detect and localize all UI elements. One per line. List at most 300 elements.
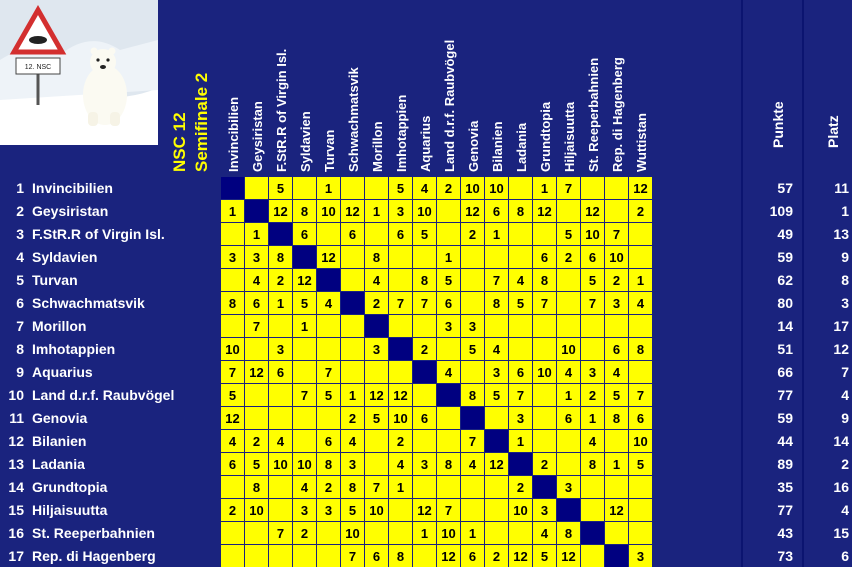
diagonal-cell [365, 315, 388, 337]
score-cell: 10 [221, 338, 244, 360]
score-cell [557, 292, 580, 314]
svg-text:12. NSC: 12. NSC [24, 64, 52, 71]
score-cell: 2 [221, 499, 244, 521]
score-cell [389, 522, 412, 544]
score-cell: 3 [413, 453, 436, 475]
column-header: Ladania [514, 122, 529, 172]
row-country-name: Invincibilien [32, 180, 113, 196]
row-country-name: Genovia [32, 410, 88, 426]
score-cell: 6 [245, 292, 268, 314]
diagonal-cell [437, 384, 460, 406]
row-number: 17 [8, 548, 24, 564]
score-cell: 7 [509, 384, 532, 406]
score-cell [269, 407, 292, 429]
score-cell: 3 [557, 476, 580, 498]
score-cell: 3 [485, 361, 508, 383]
score-cell: 3 [365, 338, 388, 360]
row-country-name: Land d.r.f. Raubvögel [32, 387, 175, 403]
score-cell: 8 [341, 476, 364, 498]
score-cell: 7 [269, 522, 292, 544]
column-header: Genovia [466, 120, 481, 172]
score-cell: 1 [317, 177, 340, 199]
score-cell: 2 [485, 545, 508, 567]
score-cell: 2 [317, 476, 340, 498]
score-cell [533, 407, 556, 429]
score-cell: 3 [245, 246, 268, 268]
score-cell [341, 315, 364, 337]
diagonal-cell [509, 453, 532, 475]
score-cell [581, 499, 604, 521]
score-cell: 5 [269, 177, 292, 199]
score-cell: 6 [557, 407, 580, 429]
score-cell: 2 [461, 223, 484, 245]
score-cell [605, 522, 628, 544]
score-cell: 10 [509, 499, 532, 521]
score-cell: 3 [629, 545, 652, 567]
title-line-2: Semifinale 2 [192, 72, 211, 172]
column-header: Grundtopia [538, 101, 553, 172]
diagonal-cell [221, 177, 244, 199]
score-cell: 4 [317, 292, 340, 314]
score-cell: 6 [581, 246, 604, 268]
score-cell [437, 430, 460, 452]
column-header: Hiljaisuutta [562, 101, 577, 172]
score-cell: 8 [581, 453, 604, 475]
score-cell: 12 [629, 177, 652, 199]
score-cell: 1 [581, 407, 604, 429]
score-cell [437, 223, 460, 245]
score-cell: 10 [341, 522, 364, 544]
diagonal-cell [293, 246, 316, 268]
platz-value: 8 [841, 272, 849, 288]
score-cell: 3 [581, 361, 604, 383]
score-cell [605, 430, 628, 452]
score-cell [413, 384, 436, 406]
score-cell: 7 [557, 177, 580, 199]
score-cell [317, 545, 340, 567]
score-cell [605, 177, 628, 199]
score-cell: 10 [317, 200, 340, 222]
score-cell: 4 [221, 430, 244, 452]
score-cell [293, 430, 316, 452]
score-cell [461, 499, 484, 521]
score-cell [341, 361, 364, 383]
score-cell [485, 476, 508, 498]
score-cell: 10 [605, 246, 628, 268]
row-number: 11 [9, 410, 24, 426]
score-cell: 4 [365, 269, 388, 291]
score-cell: 5 [341, 499, 364, 521]
punkte-value: 49 [777, 226, 793, 242]
score-cell: 4 [245, 269, 268, 291]
score-cell [317, 223, 340, 245]
score-cell [629, 246, 652, 268]
platz-value: 3 [841, 295, 849, 311]
score-cell [485, 407, 508, 429]
row-number: 8 [16, 341, 24, 357]
score-cell [509, 223, 532, 245]
score-cell [389, 269, 412, 291]
score-cell: 5 [629, 453, 652, 475]
platz-value: 12 [833, 341, 849, 357]
row-number: 2 [16, 203, 24, 219]
score-cell: 6 [413, 407, 436, 429]
diagonal-cell [389, 338, 412, 360]
score-cell [245, 545, 268, 567]
score-cell: 7 [365, 476, 388, 498]
score-cell: 8 [269, 246, 292, 268]
score-cell [557, 453, 580, 475]
row-number: 3 [16, 226, 24, 242]
score-cell: 12 [245, 361, 268, 383]
row-number: 15 [8, 502, 24, 518]
punkte-value: 59 [777, 410, 793, 426]
column-header: Imhotappien [394, 94, 409, 172]
score-cell [317, 522, 340, 544]
title-line-1: NSC 12 [170, 112, 189, 172]
diagonal-cell [557, 499, 580, 521]
column-header: Wuttistan [634, 113, 649, 172]
score-cell [413, 430, 436, 452]
score-cell: 12 [413, 499, 436, 521]
score-cell: 10 [557, 338, 580, 360]
column-header: St. Reeperbahnien [586, 57, 601, 172]
score-cell: 4 [269, 430, 292, 452]
score-cell [293, 177, 316, 199]
score-cell: 10 [269, 453, 292, 475]
row-country-name: F.StR.R of Virgin Isl. [32, 226, 165, 242]
score-cell [581, 476, 604, 498]
score-cell [413, 476, 436, 498]
score-cell [533, 384, 556, 406]
score-cell: 1 [533, 177, 556, 199]
score-cell [365, 522, 388, 544]
score-cell: 8 [293, 200, 316, 222]
row-country-name: Imhotappien [32, 341, 116, 357]
score-cell [509, 522, 532, 544]
platz-value: 11 [834, 180, 849, 196]
score-cell: 10 [629, 430, 652, 452]
score-cell: 8 [533, 269, 556, 291]
score-cell [269, 315, 292, 337]
score-cell: 12 [557, 545, 580, 567]
score-cell [293, 361, 316, 383]
score-cell [533, 315, 556, 337]
row-number: 5 [16, 272, 24, 288]
score-cell: 1 [509, 430, 532, 452]
punkte-value: 66 [777, 364, 793, 380]
row-number: 7 [16, 318, 24, 334]
diagonal-cell [461, 407, 484, 429]
score-cell [581, 545, 604, 567]
score-cell [365, 430, 388, 452]
score-cell: 10 [533, 361, 556, 383]
punkte-value: 80 [777, 295, 793, 311]
score-cell [245, 338, 268, 360]
score-cell: 3 [221, 246, 244, 268]
punkte-value: 89 [777, 456, 793, 472]
score-cell [221, 315, 244, 337]
score-cell: 4 [605, 361, 628, 383]
score-cell [269, 476, 292, 498]
score-cell: 4 [557, 361, 580, 383]
score-cell [221, 545, 244, 567]
punkte-value: 73 [777, 548, 793, 564]
score-cell: 5 [557, 223, 580, 245]
diagonal-cell [341, 292, 364, 314]
score-cell: 12 [293, 269, 316, 291]
platz-value: 6 [841, 548, 849, 564]
platz-value: 15 [833, 525, 849, 541]
score-cell: 3 [293, 499, 316, 521]
score-cell [605, 315, 628, 337]
score-cell: 7 [413, 292, 436, 314]
column-divider [802, 0, 804, 567]
score-cell: 10 [245, 499, 268, 521]
punkte-value: 43 [777, 525, 793, 541]
diagonal-cell [245, 200, 268, 222]
score-cell [485, 522, 508, 544]
score-cell [365, 223, 388, 245]
score-cell: 5 [245, 453, 268, 475]
score-cell: 1 [437, 246, 460, 268]
score-cell: 10 [413, 200, 436, 222]
score-cell: 5 [293, 292, 316, 314]
column-header: F.StR.R of Virgin Isl. [274, 48, 289, 172]
column-header: Schwachmatsvik [346, 67, 361, 172]
score-cell: 4 [341, 430, 364, 452]
score-cell [461, 246, 484, 268]
score-cell: 2 [269, 269, 292, 291]
score-cell [485, 499, 508, 521]
score-cell: 2 [413, 338, 436, 360]
row-number: 13 [8, 456, 24, 472]
row-number: 10 [8, 387, 24, 403]
score-cell: 5 [485, 384, 508, 406]
score-cell [341, 177, 364, 199]
score-cell: 3 [317, 499, 340, 521]
score-cell: 8 [221, 292, 244, 314]
row-number: 14 [8, 479, 24, 495]
column-header: Turvan [322, 129, 337, 172]
score-cell [581, 315, 604, 337]
score-cell: 4 [413, 177, 436, 199]
score-cell: 4 [437, 361, 460, 383]
score-cell: 5 [317, 384, 340, 406]
score-cell: 4 [509, 269, 532, 291]
score-cell [509, 338, 532, 360]
score-cell [269, 384, 292, 406]
score-cell [557, 430, 580, 452]
score-cell: 2 [437, 177, 460, 199]
score-cell [389, 246, 412, 268]
score-cell: 5 [365, 407, 388, 429]
column-header: Land d.r.f. Raubvögel [442, 39, 457, 172]
score-cell: 1 [269, 292, 292, 314]
score-cell [269, 545, 292, 567]
score-cell: 2 [389, 430, 412, 452]
score-cell [245, 384, 268, 406]
score-cell: 7 [605, 223, 628, 245]
column-header: Morillon [370, 121, 385, 172]
punkte-value: 51 [777, 341, 793, 357]
platz-value: 17 [833, 318, 849, 334]
diagonal-cell [317, 269, 340, 291]
platz-value: 13 [833, 226, 849, 242]
score-cell: 5 [413, 223, 436, 245]
score-cell [269, 499, 292, 521]
score-cell [221, 476, 244, 498]
score-cell: 1 [245, 223, 268, 245]
score-cell: 1 [557, 384, 580, 406]
score-cell [533, 338, 556, 360]
score-cell [293, 545, 316, 567]
score-cell: 2 [605, 269, 628, 291]
score-cell [461, 292, 484, 314]
score-cell: 7 [317, 361, 340, 383]
score-cell: 8 [605, 407, 628, 429]
score-cell [461, 361, 484, 383]
column-header: Aquarius [418, 115, 433, 172]
score-cell: 1 [485, 223, 508, 245]
row-country-name: Aquarius [32, 364, 93, 380]
score-cell: 8 [365, 246, 388, 268]
score-cell: 8 [317, 453, 340, 475]
score-cell: 10 [365, 499, 388, 521]
score-cell [245, 177, 268, 199]
punkte-header: Punkte [770, 101, 786, 148]
score-cell [245, 407, 268, 429]
score-cell: 7 [245, 315, 268, 337]
score-cell: 3 [461, 315, 484, 337]
score-cell: 2 [245, 430, 268, 452]
score-cell: 12 [317, 246, 340, 268]
score-cell: 5 [605, 384, 628, 406]
score-cell: 3 [533, 499, 556, 521]
column-header: Rep. di Hagenberg [610, 57, 625, 172]
score-cell: 7 [461, 430, 484, 452]
score-cell [629, 361, 652, 383]
score-cell [389, 499, 412, 521]
score-cell: 8 [629, 338, 652, 360]
score-cell: 7 [389, 292, 412, 314]
score-cell: 5 [437, 269, 460, 291]
score-cell [413, 315, 436, 337]
diagonal-cell [533, 476, 556, 498]
punkte-value: 57 [777, 180, 793, 196]
score-cell: 5 [509, 292, 532, 314]
column-divider [741, 0, 743, 567]
score-cell: 2 [509, 476, 532, 498]
score-cell [365, 453, 388, 475]
score-cell: 6 [629, 407, 652, 429]
score-cell [533, 430, 556, 452]
platz-value: 2 [841, 456, 849, 472]
score-cell [629, 223, 652, 245]
score-cell: 4 [389, 453, 412, 475]
score-cell [389, 361, 412, 383]
punkte-value: 59 [777, 249, 793, 265]
platz-value: 4 [841, 387, 849, 403]
score-cell: 6 [341, 223, 364, 245]
score-cell [221, 522, 244, 544]
row-country-name: Schwachmatsvik [32, 295, 145, 311]
punkte-value: 35 [777, 479, 793, 495]
score-cell: 2 [629, 200, 652, 222]
score-cell: 5 [389, 177, 412, 199]
score-cell [413, 545, 436, 567]
row-country-name: Grundtopia [32, 479, 108, 495]
score-cell: 7 [485, 269, 508, 291]
score-cell: 2 [557, 246, 580, 268]
row-country-name: St. Reeperbahnien [32, 525, 155, 541]
score-cell [341, 269, 364, 291]
score-cell [629, 315, 652, 337]
score-cell [221, 269, 244, 291]
score-cell [581, 177, 604, 199]
score-cell: 7 [437, 499, 460, 521]
diagonal-cell [413, 361, 436, 383]
score-cell: 7 [629, 384, 652, 406]
row-number: 4 [16, 249, 24, 265]
platz-value: 14 [833, 433, 849, 449]
score-cell: 12 [605, 499, 628, 521]
score-cell: 12 [437, 545, 460, 567]
score-cell: 12 [341, 200, 364, 222]
score-cell [341, 246, 364, 268]
row-country-name: Ladania [32, 456, 85, 472]
platz-value: 4 [841, 502, 849, 518]
score-cell [341, 338, 364, 360]
punkte-value: 77 [777, 502, 793, 518]
row-country-name: Turvan [32, 272, 78, 288]
row-country-name: Hiljaisuutta [32, 502, 108, 518]
score-cell [461, 269, 484, 291]
platz-value: 9 [841, 249, 849, 265]
score-cell: 5 [221, 384, 244, 406]
score-cell [437, 476, 460, 498]
score-cell [293, 338, 316, 360]
score-cell: 4 [581, 430, 604, 452]
score-cell [629, 522, 652, 544]
score-cell: 10 [581, 223, 604, 245]
column-header: Syldavien [298, 111, 313, 172]
score-cell: 10 [485, 177, 508, 199]
score-cell: 12 [485, 453, 508, 475]
punkte-value: 14 [777, 318, 793, 334]
score-cell: 12 [365, 384, 388, 406]
score-cell: 1 [293, 315, 316, 337]
score-cell: 4 [461, 453, 484, 475]
score-cell: 10 [293, 453, 316, 475]
score-cell: 6 [365, 545, 388, 567]
score-cell: 3 [341, 453, 364, 475]
score-cell: 3 [509, 407, 532, 429]
platz-value: 7 [841, 364, 849, 380]
score-cell: 2 [533, 453, 556, 475]
score-cell [485, 315, 508, 337]
score-cell [317, 407, 340, 429]
score-cell: 4 [629, 292, 652, 314]
punkte-value: 44 [777, 433, 793, 449]
score-cell: 12 [581, 200, 604, 222]
score-cell: 3 [605, 292, 628, 314]
row-number: 6 [16, 295, 24, 311]
score-cell: 6 [533, 246, 556, 268]
score-cell: 5 [533, 545, 556, 567]
row-number: 12 [8, 433, 24, 449]
score-cell: 7 [293, 384, 316, 406]
